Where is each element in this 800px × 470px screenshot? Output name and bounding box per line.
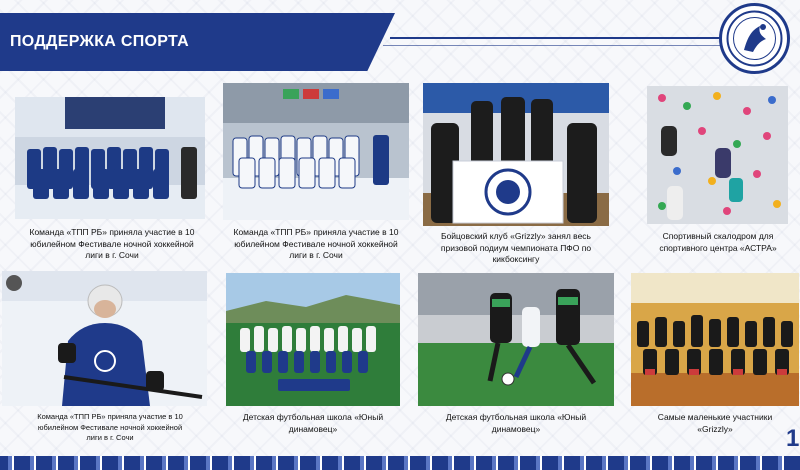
photo-football-match (418, 273, 614, 406)
photo-kids-football-team (226, 273, 400, 406)
photo-grizzly-kickboxing (423, 83, 609, 226)
caption-hockey-player: Команда «ТПП РБ» приняла участие в 10 юбилейном Фестивале ночной хоккейной лиги в г. Сочи (37, 412, 183, 442)
header-divider (390, 37, 720, 39)
photo-climbing-wall (647, 86, 788, 224)
caption-football-match: Детская футбольная школа «Юный динамовец» (445, 412, 587, 434)
caption-kids-football-team: Детская футбольная школа «Юный динамовец» (242, 412, 384, 434)
photo-hockey-player (2, 271, 207, 406)
caption-climbing-wall: Спортивный скалодром для спортивного центра «АСТРА» (659, 231, 777, 253)
caption-hockey-team-white: Команда «ТПП РБ» приняла участие в 10 юбилейном Фестивале ночной хоккейной лиги в г. Сочи (233, 227, 399, 260)
chamber-logo (719, 3, 790, 74)
caption-grizzly-kids: Самые маленькие участники «Grizzly» (657, 412, 773, 434)
photo-hockey-team-blue (15, 97, 205, 219)
page-number: 1 (786, 425, 800, 452)
page-title: ПОДДЕРЖКА СПОРТА (10, 33, 189, 50)
photo-grizzly-kids (631, 273, 799, 406)
caption-hockey-team-blue: Команда «ТПП РБ» приняла участие в 10 юбилейном Фестивале ночной хоккейной лиги в г. Сочи (29, 227, 195, 260)
header-divider-thin (383, 45, 720, 46)
ornament-footer-bar (0, 456, 800, 470)
photo-hockey-team-white (223, 83, 409, 220)
caption-grizzly-kickboxing: Бойцовский клуб «Grizzly» занял весь призовой подиум чемпионата ПФО по кикбоксингу (440, 231, 592, 264)
